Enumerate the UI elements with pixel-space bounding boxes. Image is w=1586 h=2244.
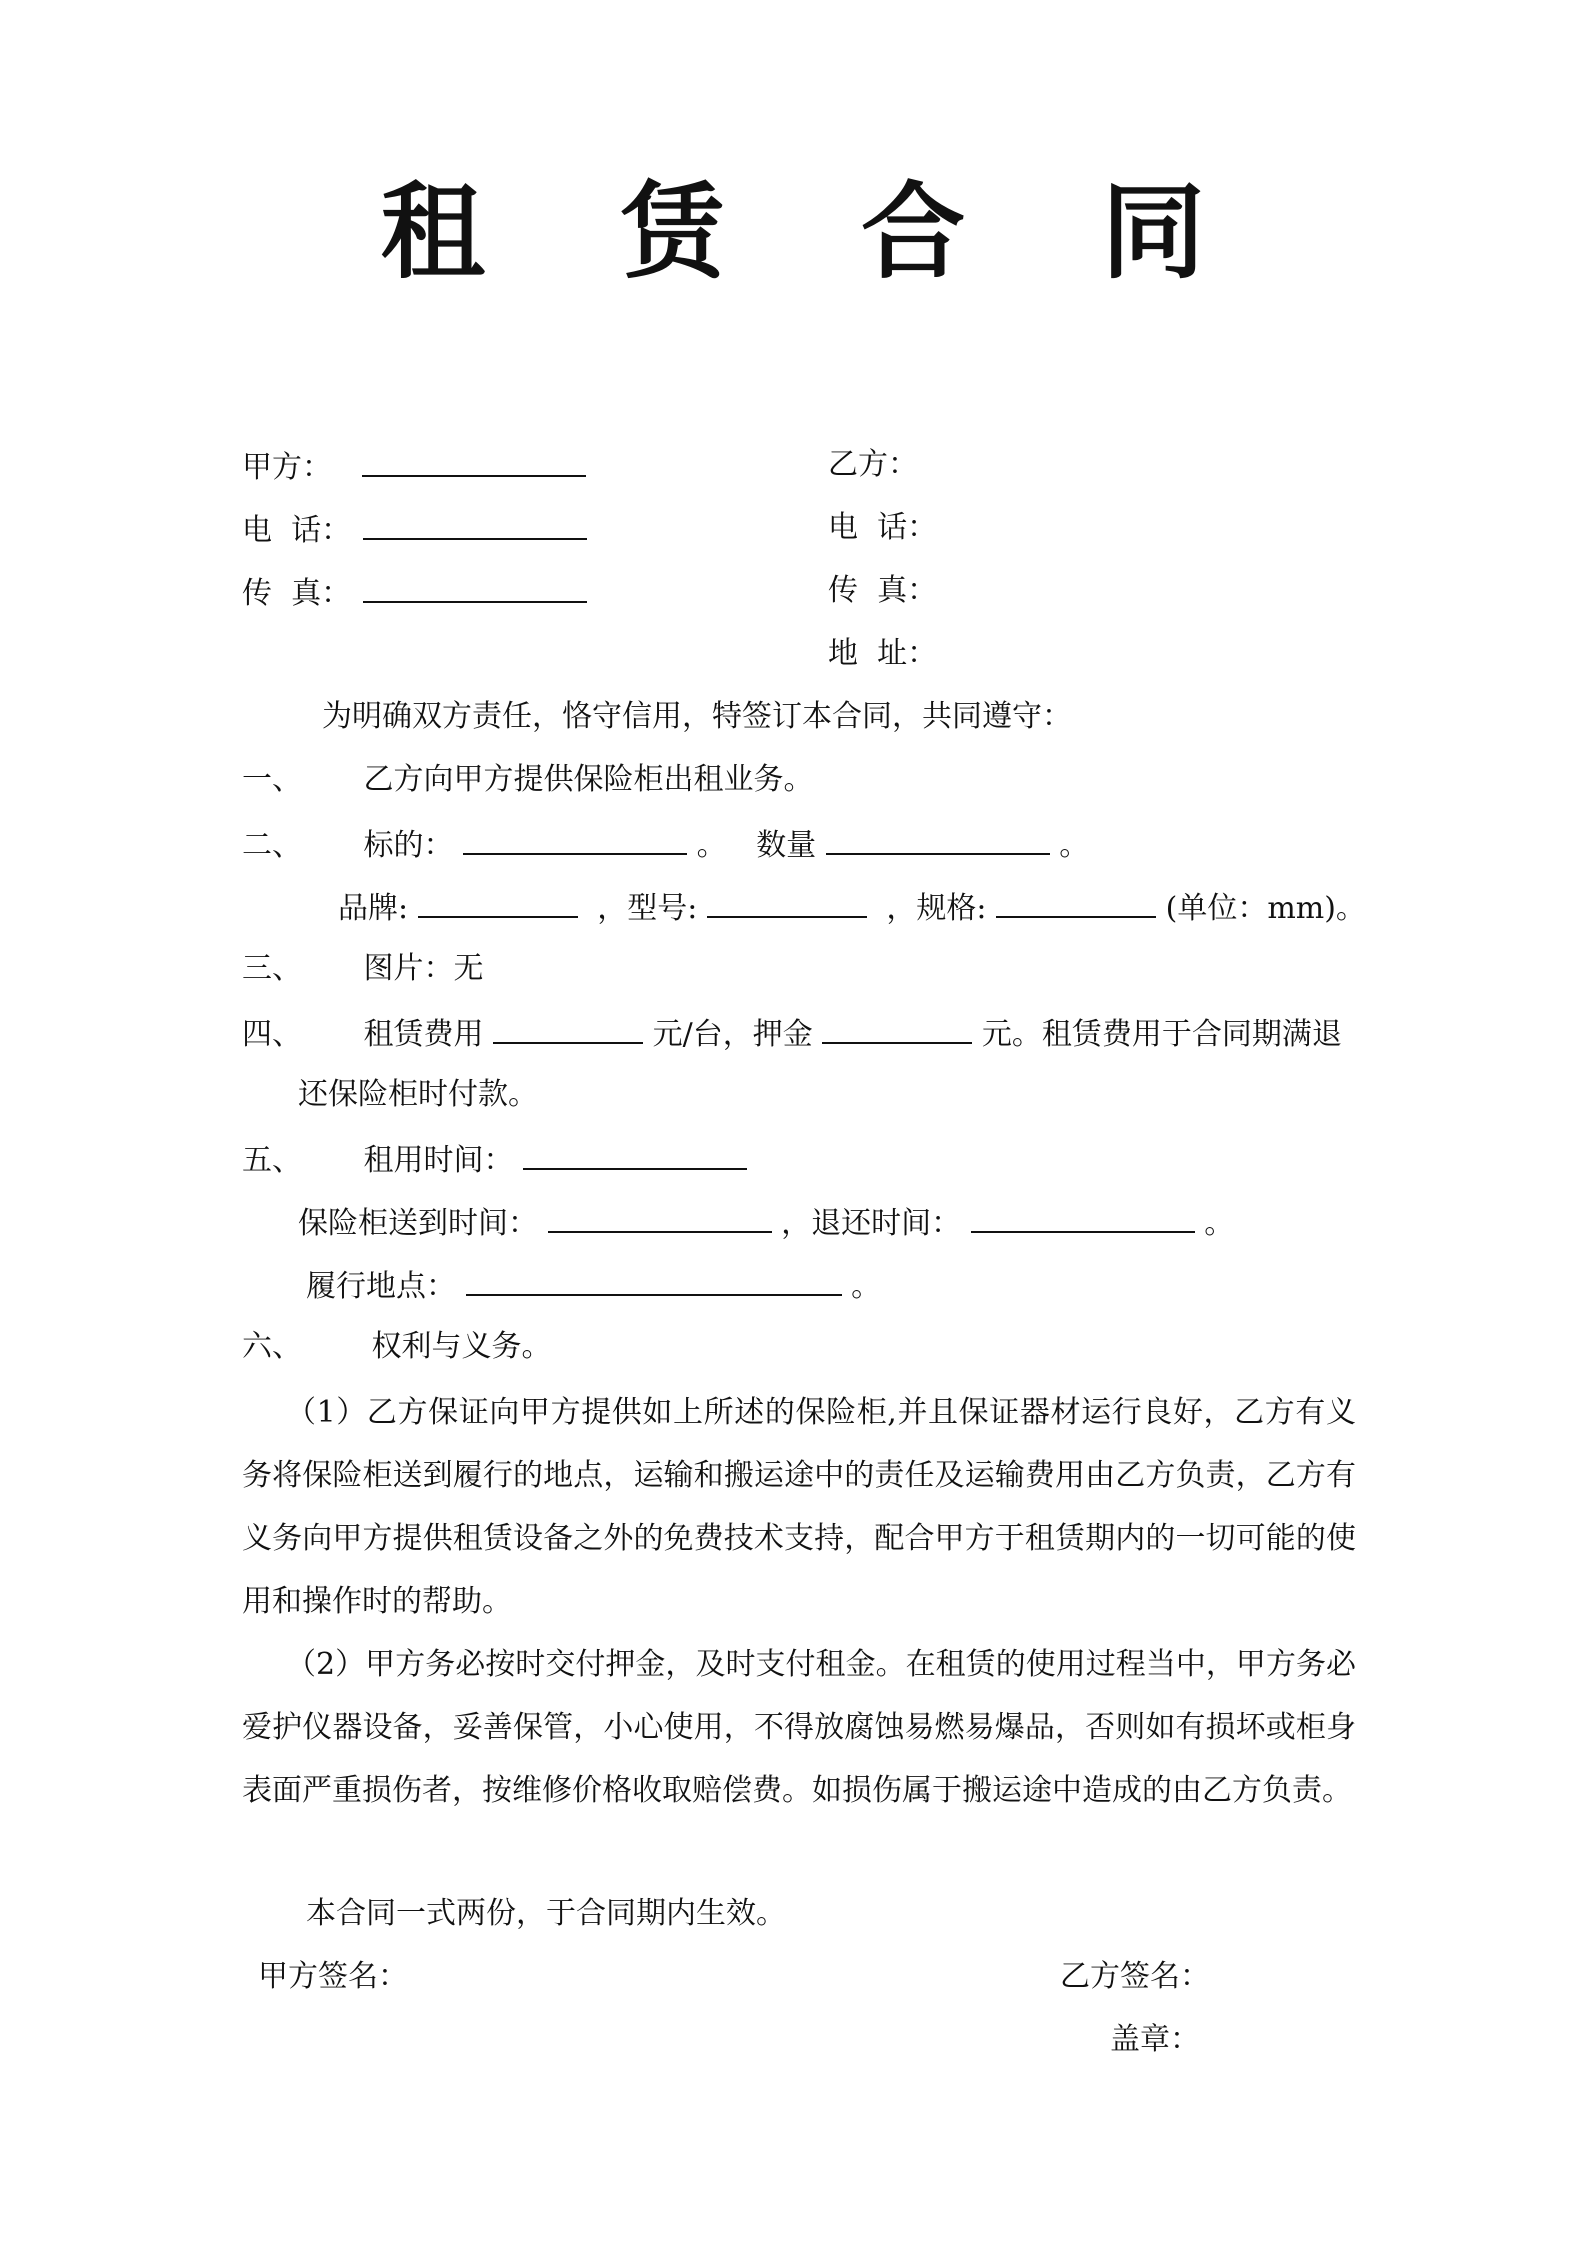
clause-6 xyxy=(242,1327,552,1367)
clause-6-paragraph-1: （1）乙方保证向甲方提供如上所述的保险柜,并且保证器材运行良好，乙方有义务将保险柜送到履行的地点，运输和搬运途中的责任及运输费用由乙方负责，乙方有义务向甲方提供租赁设备之外的免费技术支持，配合甲方于租赁期内的一切可能的使用和操作时的帮助。 xyxy=(242,1395,1356,1619)
return-label: ，退还时间： xyxy=(781,1206,962,1241)
clause-2 xyxy=(242,823,1089,866)
deposit-blank[interactable] xyxy=(822,1012,972,1044)
clause-4-number: 四、 xyxy=(242,1017,302,1052)
clause-6-paragraph-2: （2）甲方务必按时交付押金，及时支付租金。在租赁的使用过程当中，甲方务必爱护仪器设备，妥善保管，小心使用，不得放腐蚀易燃易爆品，否则如有损坏或柜身表面严重损伤者，按维修价格收取赔偿费。如损伤属于搬运途中造成的由乙方负责。 xyxy=(242,1647,1356,1808)
return-blank[interactable] xyxy=(971,1201,1195,1233)
document-title: 租 赁 合 同 xyxy=(380,171,1256,293)
clause-5 xyxy=(242,1138,747,1181)
subject-blank[interactable] xyxy=(463,823,687,855)
brand-label: 品牌: xyxy=(338,891,409,926)
party-b-signature-label: 乙方签名： xyxy=(1060,1959,1210,1994)
unit-note: (单位：mm)。 xyxy=(1165,891,1366,926)
delivery-label: 保险柜送到时间： xyxy=(298,1206,538,1241)
closing-statement: 本合同一式两份，于合同期内生效。 xyxy=(306,1896,786,1931)
clause-6-text: 权利与义务。 xyxy=(371,1329,552,1364)
clause-3-number: 三、 xyxy=(242,951,302,986)
party-b-address-label: 地 址： xyxy=(828,636,938,671)
clause-5-place xyxy=(306,1264,881,1307)
period-label: 租用时间： xyxy=(363,1143,514,1178)
clause-3 xyxy=(242,949,484,989)
place-blank[interactable] xyxy=(466,1264,842,1296)
clause-1-text: 乙方向甲方提供保险柜出租业务。 xyxy=(363,762,814,797)
fee-per-unit: 元/台，押金 xyxy=(652,1017,813,1052)
clause-4-cont: 还保险柜时付款。 xyxy=(298,1077,538,1112)
party-b-label: 乙方： xyxy=(828,447,918,482)
times-end: 。 xyxy=(1204,1206,1235,1241)
delivery-blank[interactable] xyxy=(548,1201,772,1233)
clause-1 xyxy=(242,760,814,800)
party-a-row xyxy=(242,445,586,488)
model-label: ，型号: xyxy=(597,891,698,926)
clause-5-times xyxy=(298,1201,1234,1244)
fee-rest: 元。租赁费用于合同期满退 xyxy=(981,1017,1342,1052)
preamble: 为明确双方责任，恪守信用，特签订本合同，共同遵守： xyxy=(322,699,1072,734)
model-blank[interactable] xyxy=(707,886,867,918)
party-a-fax-row xyxy=(242,571,587,614)
party-b-fax-label: 传 真： xyxy=(828,573,938,608)
clause-3-text: 图片：无 xyxy=(363,951,484,986)
period-blank[interactable] xyxy=(523,1138,747,1170)
fee-blank[interactable] xyxy=(493,1012,643,1044)
party-b-phone-label: 电 话： xyxy=(828,510,938,545)
party-a-fax-label: 传 真： xyxy=(242,576,352,611)
clause-5-number: 五、 xyxy=(242,1143,302,1178)
spec-blank[interactable] xyxy=(996,886,1156,918)
subject-end: 。 xyxy=(696,828,727,863)
clause-2-number: 二、 xyxy=(242,828,302,863)
clause-2-detail xyxy=(338,886,1366,929)
subject-label: 标的： xyxy=(363,828,454,863)
clause-6-number: 六、 xyxy=(242,1329,302,1364)
fee-label: 租赁费用 xyxy=(363,1017,484,1052)
party-a-phone-label: 电 话： xyxy=(242,513,352,548)
party-a-fax-blank[interactable] xyxy=(363,571,587,603)
clause-1-number: 一、 xyxy=(242,762,302,797)
quantity-blank[interactable] xyxy=(826,823,1050,855)
brand-blank[interactable] xyxy=(418,886,578,918)
place-end: 。 xyxy=(851,1269,882,1304)
spec-label: ，规格: xyxy=(886,891,987,926)
place-label: 履行地点： xyxy=(306,1269,456,1304)
party-a-phone-blank[interactable] xyxy=(363,508,587,540)
clause-4 xyxy=(242,1012,1342,1055)
party-a-label: 甲方： xyxy=(242,450,332,485)
quantity-label: 数量 xyxy=(756,828,817,863)
party-a-signature-label: 甲方签名： xyxy=(258,1959,408,1994)
party-a-blank[interactable] xyxy=(362,445,586,477)
party-a-phone-row xyxy=(242,508,587,551)
quantity-end: 。 xyxy=(1059,828,1090,863)
seal-label: 盖章： xyxy=(1110,2022,1200,2057)
